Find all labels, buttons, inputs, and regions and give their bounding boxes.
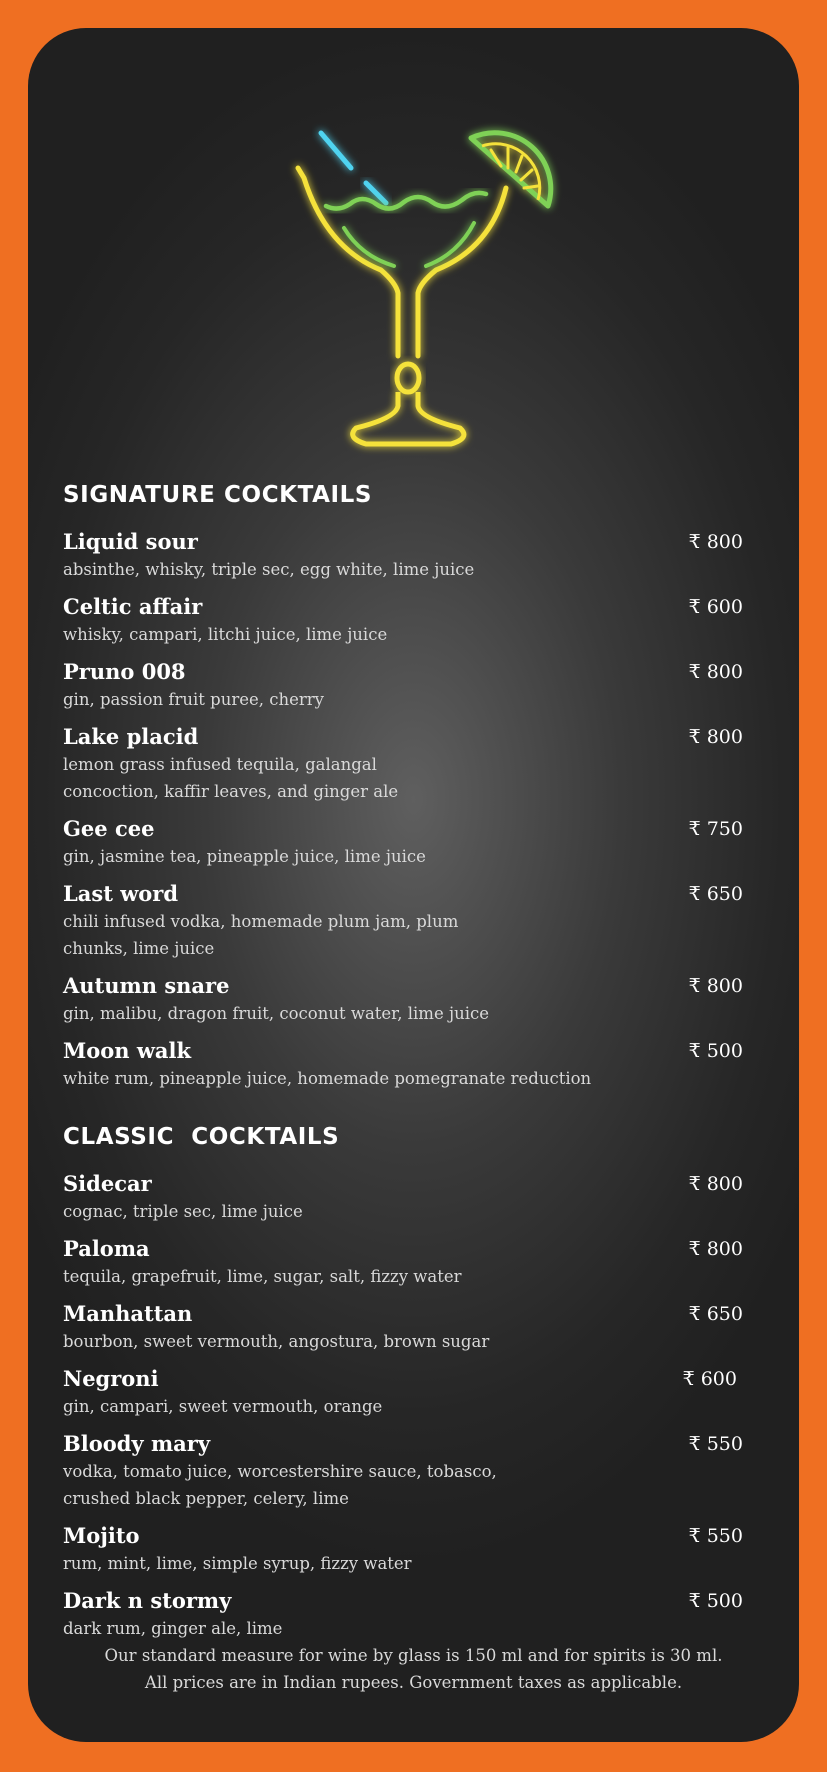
item-name: Mojito (63, 1523, 140, 1548)
footnote-taxes: All prices are in Indian rupees. Government taxes as applicable. (144, 1673, 683, 1692)
item-price: ₹ 800 (688, 975, 743, 997)
menu-item (63, 1300, 743, 1355)
menu-item (63, 1430, 743, 1512)
menu-item (63, 1587, 743, 1642)
item-name: Paloma (63, 1236, 150, 1261)
item-description: absinthe, whisky, triple sec, egg white, lime juice (63, 560, 475, 579)
item-description: dark rum, ginger ale, lime (63, 1619, 283, 1638)
item-description: chili infused vodka, homemade plum jam, plum chunks, lime juice (63, 912, 459, 958)
menu-item (63, 880, 743, 962)
item-description: white rum, pineapple juice, homemade pomegranate reduction (63, 1069, 592, 1088)
item-price: ₹ 600 (688, 596, 743, 618)
item-name: Dark n stormy (63, 1588, 232, 1613)
menu-item (63, 1235, 743, 1290)
item-price: ₹ 800 (688, 531, 743, 553)
menu-item (63, 528, 743, 583)
item-name: Negroni (63, 1366, 159, 1391)
footnote-measure: Our standard measure for wine by glass is 150 ml and for spirits is 30 ml. (104, 1646, 723, 1665)
footnote (28, 1642, 799, 1696)
item-price: ₹ 500 (688, 1040, 743, 1062)
item-name: Moon walk (63, 1038, 192, 1063)
item-name: Autumn snare (63, 973, 230, 998)
item-description: tequila, grapefruit, lime, sugar, salt, fizzy water (63, 1267, 462, 1286)
section-title-signature: SIGNATURE COCKTAILS (63, 482, 373, 508)
item-price: ₹ 550 (688, 1525, 743, 1547)
item-description: bourbon, sweet vermouth, angostura, brown sugar (63, 1332, 490, 1351)
item-name: Sidecar (63, 1171, 152, 1196)
item-price: ₹ 750 (688, 818, 743, 840)
item-description: gin, jasmine tea, pineapple juice, lime juice (63, 847, 426, 866)
item-price: ₹ 500 (688, 1590, 743, 1612)
item-price: ₹ 800 (688, 726, 743, 748)
item-price: ₹ 800 (688, 1173, 743, 1195)
item-price: ₹ 600 (682, 1368, 737, 1390)
item-name: Gee cee (63, 816, 155, 841)
item-description: gin, campari, sweet vermouth, orange (63, 1397, 383, 1416)
item-description: gin, malibu, dragon fruit, coconut water, lime juice (63, 1004, 489, 1023)
neon-cocktail-glass-icon (286, 88, 626, 468)
menu-item (63, 1170, 743, 1225)
item-price: ₹ 650 (688, 883, 743, 905)
item-description: gin, passion fruit puree, cherry (63, 690, 324, 709)
item-price: ₹ 800 (688, 661, 743, 683)
menu-item (63, 815, 743, 870)
item-name: Bloody mary (63, 1431, 211, 1456)
menu-item (63, 1365, 743, 1420)
menu-item (63, 723, 743, 805)
item-description: lemon grass infused tequila, galangal concoction, kaffir leaves, and ginger ale (63, 755, 399, 801)
item-description: cognac, triple sec, lime juice (63, 1202, 303, 1221)
item-name: Manhattan (63, 1301, 193, 1326)
item-price: ₹ 800 (688, 1238, 743, 1260)
menu-item (63, 972, 743, 1027)
item-description: whisky, campari, litchi juice, lime juice (63, 625, 388, 644)
item-name: Last word (63, 881, 179, 906)
item-name: Celtic affair (63, 594, 203, 619)
menu-item (63, 593, 743, 648)
item-description: vodka, tomato juice, worcestershire sauce, tobasco, crushed black pepper, celery, lime (63, 1462, 497, 1508)
item-description: rum, mint, lime, simple syrup, fizzy water (63, 1554, 412, 1573)
item-price: ₹ 650 (688, 1303, 743, 1325)
menu-item (63, 1522, 743, 1577)
item-name: Liquid sour (63, 529, 198, 554)
item-name: Lake placid (63, 724, 199, 749)
menu-item (63, 658, 743, 713)
item-price: ₹ 550 (688, 1433, 743, 1455)
item-name: Pruno 008 (63, 659, 186, 684)
section-title-classic: CLASSIC COCKTAILS (63, 1124, 340, 1150)
menu-item (63, 1037, 743, 1092)
